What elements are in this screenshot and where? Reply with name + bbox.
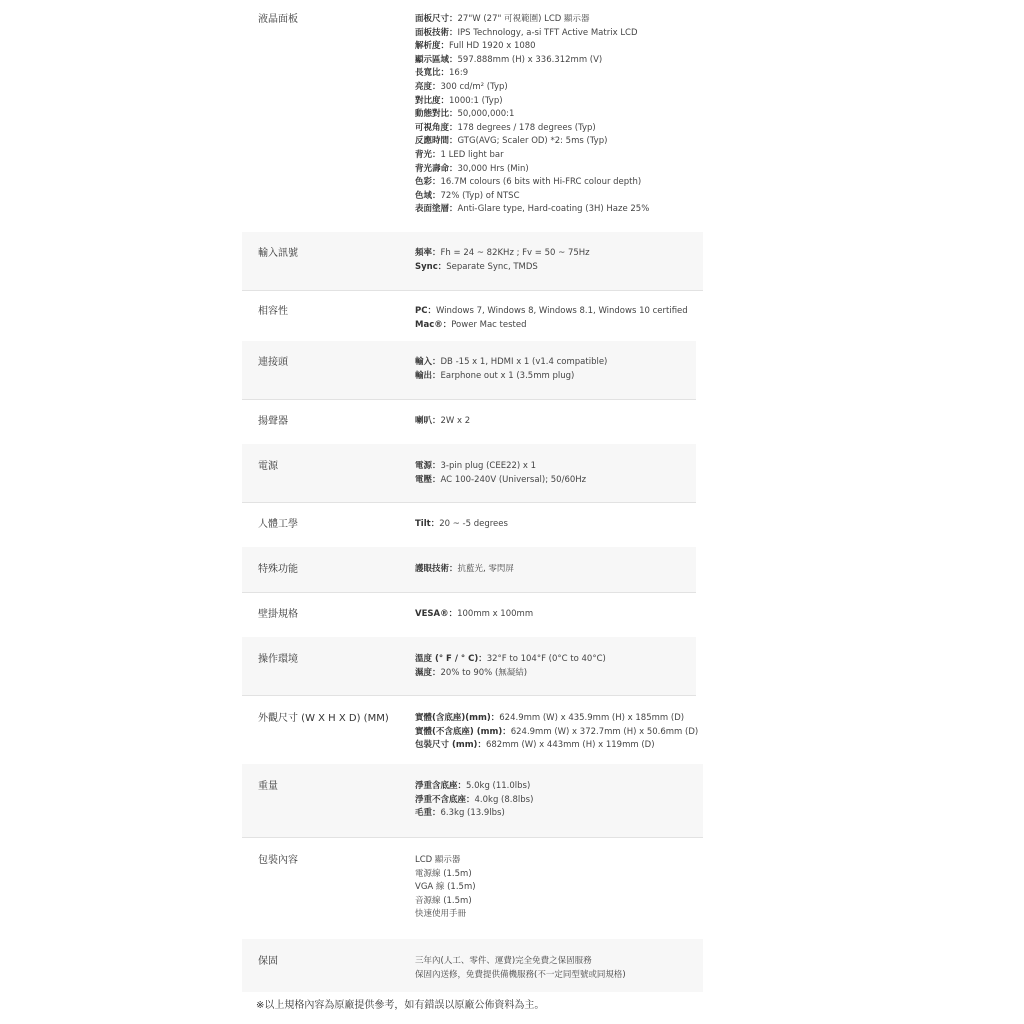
spec-key: 面板尺寸： bbox=[415, 14, 458, 24]
spec-label: 液晶面板 bbox=[258, 14, 298, 25]
spec-label: 連接頭 bbox=[258, 357, 288, 368]
spec-key: PC： bbox=[415, 306, 436, 316]
spec-line bbox=[415, 108, 649, 122]
spec-line bbox=[415, 712, 698, 726]
spec-text: 16:9 bbox=[449, 68, 469, 79]
spec-value bbox=[415, 563, 514, 577]
spec-line bbox=[415, 726, 698, 740]
spec-text: DB -15 x 1, HDMI x 1 (v1.4 compatible) bbox=[440, 357, 608, 367]
spec-line bbox=[415, 807, 533, 821]
spec-line bbox=[415, 895, 476, 909]
spec-line bbox=[415, 190, 649, 204]
spec-line bbox=[415, 27, 649, 41]
spec-line bbox=[415, 149, 649, 163]
spec-text: 624.9mm (W) x 372.7mm (H) x 50.6mm (D) bbox=[510, 726, 699, 737]
spec-value bbox=[415, 305, 688, 332]
spec-line bbox=[415, 969, 626, 983]
spec-text: 682mm (W) x 443mm (H) x 119mm (D) bbox=[485, 740, 655, 751]
spec-text: 3-pin plug (CEE22) x 1 bbox=[440, 461, 537, 471]
spec-line bbox=[415, 739, 698, 753]
spec-label: 操作環境 bbox=[258, 654, 298, 665]
spec-key: Sync： bbox=[415, 261, 447, 272]
spec-label: 特殊功能 bbox=[258, 564, 298, 575]
spec-key: 淨重不含底座： bbox=[415, 794, 475, 805]
spec-line bbox=[415, 95, 649, 109]
spec-label: 揚聲器 bbox=[258, 416, 288, 427]
spec-text: Fh = 24 ~ 82KHz ; Fv = 50 ~ 75Hz bbox=[440, 248, 590, 258]
spec-key: 淨重含底座： bbox=[415, 781, 467, 791]
spec-key: 實體(不含底座) (mm)： bbox=[415, 726, 511, 737]
spec-key: VESA®： bbox=[415, 609, 458, 619]
spec-value bbox=[415, 955, 626, 982]
spec-key: 背光： bbox=[415, 149, 441, 160]
spec-key: 包裝尺寸 (mm)： bbox=[415, 740, 486, 751]
spec-value bbox=[415, 854, 476, 922]
spec-key: 長寬比： bbox=[415, 68, 450, 79]
spec-line bbox=[415, 203, 649, 217]
spec-text: 50,000,000:1 bbox=[457, 109, 515, 120]
spec-text: Separate Sync, TMDS bbox=[446, 261, 538, 272]
spec-key: 顯示區域： bbox=[415, 54, 458, 65]
spec-text: 三年內(人工、零件、運費)完全免費之保固服務 bbox=[415, 956, 592, 966]
spec-value bbox=[415, 608, 533, 622]
spec-label: 包裝內容 bbox=[258, 855, 298, 866]
spec-key: 毛重： bbox=[415, 808, 441, 819]
spec-line bbox=[415, 415, 470, 429]
spec-line bbox=[415, 474, 586, 488]
spec-value bbox=[415, 13, 649, 217]
spec-label: 電源 bbox=[258, 461, 278, 472]
spec-key: 亮度： bbox=[415, 81, 441, 92]
spec-text: 597.888mm (H) x 336.312mm (V) bbox=[457, 54, 603, 65]
spec-key: 輸出： bbox=[415, 370, 441, 381]
spec-text: 72% (Typ) of NTSC bbox=[440, 190, 520, 201]
spec-line bbox=[415, 261, 590, 275]
spec-key: 動態對比： bbox=[415, 109, 458, 120]
spec-line bbox=[415, 122, 649, 136]
spec-line bbox=[415, 176, 649, 190]
spec-line bbox=[415, 854, 476, 868]
spec-value bbox=[415, 712, 698, 753]
spec-line bbox=[415, 653, 606, 667]
spec-line bbox=[415, 370, 607, 384]
spec-text: VGA 線 (1.5m) bbox=[415, 882, 476, 893]
spec-label: 人體工學 bbox=[258, 519, 298, 530]
spec-key: 解析度： bbox=[415, 41, 450, 52]
spec-key: 反應時間： bbox=[415, 136, 458, 147]
spec-text: 音源線 (1.5m) bbox=[415, 895, 472, 906]
spec-line bbox=[415, 794, 533, 808]
spec-text: 27"W (27" 可視範圍) LCD 顯示器 bbox=[457, 14, 590, 24]
spec-line bbox=[415, 67, 649, 81]
spec-text: 20% to 90% (無凝結) bbox=[440, 667, 528, 678]
spec-value bbox=[415, 780, 533, 821]
spec-line bbox=[415, 780, 533, 794]
spec-key: 實體(含底座)(mm)： bbox=[415, 713, 500, 723]
spec-key: 電壓： bbox=[415, 474, 441, 485]
spec-text: Full HD 1920 x 1080 bbox=[449, 41, 536, 52]
spec-key: 電源： bbox=[415, 461, 441, 471]
spec-line bbox=[415, 563, 514, 577]
spec-key: 表面塗層： bbox=[415, 204, 458, 215]
spec-label: 保固 bbox=[258, 956, 278, 967]
spec-line bbox=[415, 356, 607, 370]
footnote: ※以上規格內容為原廠提供參考，如有錯誤以原廠公佈資料為主。 bbox=[256, 1000, 545, 1011]
spec-value bbox=[415, 460, 586, 487]
spec-key: 濕度： bbox=[415, 667, 441, 678]
spec-line bbox=[415, 319, 688, 333]
spec-line bbox=[415, 163, 649, 177]
spec-text: Earphone out x 1 (3.5mm plug) bbox=[440, 370, 575, 381]
spec-line bbox=[415, 868, 476, 882]
spec-text: 300 cd/m² (Typ) bbox=[440, 81, 508, 92]
spec-text: 100mm x 100mm bbox=[457, 609, 534, 619]
spec-key: Tilt： bbox=[415, 519, 440, 529]
spec-text: 624.9mm (W) x 435.9mm (H) x 185mm (D) bbox=[499, 713, 685, 723]
spec-value bbox=[415, 653, 606, 680]
spec-key: 頻率： bbox=[415, 248, 441, 258]
spec-text: 5.0kg (11.0lbs) bbox=[466, 781, 531, 791]
spec-text: AC 100-240V (Universal); 50/60Hz bbox=[440, 474, 587, 485]
spec-line bbox=[415, 54, 649, 68]
spec-key: 色彩： bbox=[415, 177, 441, 188]
spec-key: 可視角度： bbox=[415, 122, 458, 133]
spec-text: 30,000 Hrs (Min) bbox=[457, 163, 529, 174]
spec-line bbox=[415, 908, 476, 922]
spec-label: 相容性 bbox=[258, 306, 288, 317]
spec-text: 保固內送修，免費提供備機服務(不一定同型號或同規格) bbox=[415, 969, 626, 980]
spec-text: Anti-Glare type, Hard-coating (3H) Haze 25% bbox=[457, 204, 650, 215]
spec-key: 輸入： bbox=[415, 357, 441, 367]
spec-text: 電源線 (1.5m) bbox=[415, 868, 472, 879]
spec-line bbox=[415, 518, 508, 532]
spec-text: Power Mac tested bbox=[451, 319, 527, 330]
spec-text: 快速使用手冊 bbox=[415, 909, 467, 920]
spec-line bbox=[415, 40, 649, 54]
spec-value bbox=[415, 518, 508, 532]
spec-line bbox=[415, 135, 649, 149]
spec-line bbox=[415, 305, 688, 319]
spec-line bbox=[415, 247, 590, 261]
spec-text: GTG(AVG; Scaler OD) *2: 5ms (Typ) bbox=[457, 136, 608, 147]
spec-text: IPS Technology, a-si TFT Active Matrix LCD bbox=[457, 27, 638, 38]
spec-text: Windows 7, Windows 8, Windows 8.1, Windows 10 certified bbox=[435, 306, 688, 316]
spec-text: 16.7M colours (6 bits with Hi-FRC colour depth) bbox=[440, 177, 642, 188]
spec-line bbox=[415, 460, 586, 474]
spec-line bbox=[415, 81, 649, 95]
spec-label: 外觀尺寸 (W X H X D) (MM) bbox=[258, 713, 389, 724]
spec-label: 重量 bbox=[258, 781, 278, 792]
spec-text: 178 degrees / 178 degrees (Typ) bbox=[457, 122, 596, 133]
spec-text: 20 ~ -5 degrees bbox=[439, 519, 508, 529]
spec-key: 面板技術： bbox=[415, 27, 458, 38]
spec-text: 1 LED light bar bbox=[440, 149, 504, 160]
spec-label: 輸入訊號 bbox=[258, 248, 298, 259]
spec-value bbox=[415, 247, 590, 274]
spec-key: Mac®： bbox=[415, 319, 452, 330]
spec-line bbox=[415, 881, 476, 895]
spec-value bbox=[415, 356, 607, 383]
spec-key: 色域： bbox=[415, 190, 441, 201]
spec-text: 1000:1 (Typ) bbox=[449, 95, 503, 106]
spec-line bbox=[415, 608, 533, 622]
spec-key: 對比度： bbox=[415, 95, 450, 106]
spec-text: 32°F to 104°F (0°C to 40°C) bbox=[486, 654, 606, 664]
spec-key: 護眼技術： bbox=[415, 564, 458, 574]
spec-text: 抗藍光, 零閃屏 bbox=[457, 564, 514, 574]
spec-value bbox=[415, 415, 470, 429]
spec-label: 壁掛規格 bbox=[258, 609, 298, 620]
spec-line bbox=[415, 955, 626, 969]
spec-line bbox=[415, 667, 606, 681]
spec-key: 喇叭： bbox=[415, 416, 441, 426]
spec-text: 4.0kg (8.8lbs) bbox=[474, 794, 534, 805]
spec-text: 2W x 2 bbox=[440, 416, 471, 426]
spec-key: 溫度 (° F / ° C)： bbox=[415, 654, 487, 664]
spec-key: 背光壽命： bbox=[415, 163, 458, 174]
spec-text: 6.3kg (13.9lbs) bbox=[440, 808, 505, 819]
spec-text: LCD 顯示器 bbox=[415, 855, 461, 865]
spec-line bbox=[415, 13, 649, 27]
